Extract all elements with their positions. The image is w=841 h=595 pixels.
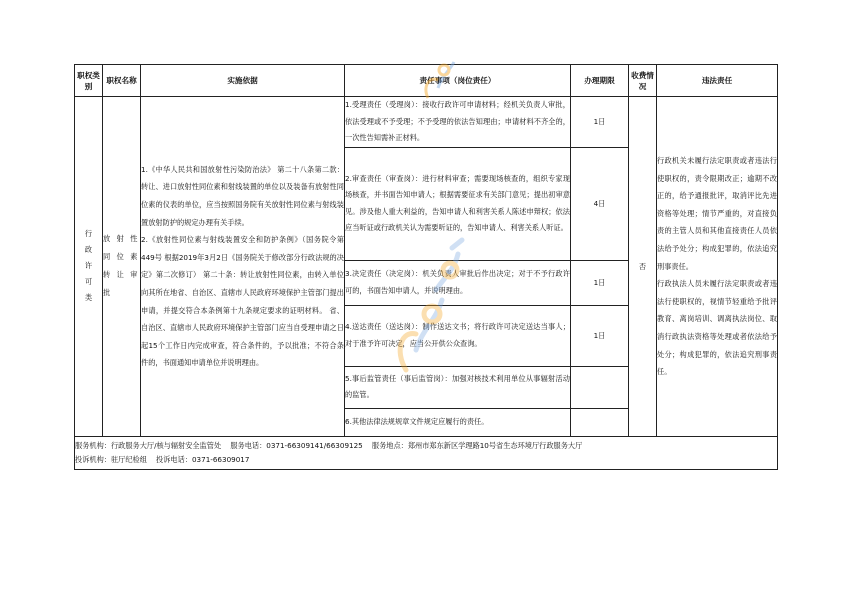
category-cell [75,97,103,437]
complaint-org: 投诉机构：驻厅纪检组 [75,454,147,464]
basis-cell [141,97,345,437]
deadline-3: 1日 [571,260,629,305]
complaint-phone: 投诉电话：0371-66309017 [156,454,250,464]
basis-paragraph-1: 1.《中华人民共和国放射性污染防治法》 第二十八条第二款：转让、进口放射性同位素和射线装置的单位以及装备有放射性同位素的仪表的单位，应当按照国务院有关放射性同位素与射线装置放射防护的规定办理有关手续。 [141,164,344,227]
table-row [75,97,778,148]
service-org: 服务机构：行政服务大厅/核与辐射安全监管处 [75,440,222,450]
fee-cell: 否 [629,97,657,437]
authority-table [74,64,778,470]
header-name: 职权名称 [103,65,141,97]
footer-line-2 [75,453,777,467]
responsibility-5: 5.事后监管责任（事后监管岗）：加强对核技术利用单位从事辐射活动的监管。 [345,366,571,408]
header-basis: 实施依据 [141,65,345,97]
header-category: 职权类别 [75,65,103,97]
responsibility-6: 6.其他法律法规规章文件规定应履行的责任。 [345,408,571,436]
deadline-5 [571,366,629,408]
service-address: 服务地点：郑州市郑东新区学理路10号省生态环境厅行政服务大厅 [371,440,583,450]
basis-paragraph-2: 2.《放射性同位素与射线装置安全和防护条例》（国务院令第449号 根据2019年3月2日《国务院关于修改部分行政法规的决定》第二次修订） 第二十条：转让放射性同位素，由转入单位向其所在地省、自治区、直辖市人民政府环境保护主管部门提出申请，并提交符合本条例第十九条规定要求的证明材料。 省、自治区、直辖市人民政府环境保护主管部门应当自受理申请之日起15个工作日内完成审查，符合条件的，予以批准；不符合条件的，书面通知申请单位并说明理由。 [141,235,344,368]
footer-row [75,436,778,469]
name-cell [103,97,141,437]
responsibility-2: 2.审查责任（审查岗）：进行材料审查；需要现场核查的，组织专家现场核查，并书面告知申请人；根据需要征求有关部门意见；提出初审意见。涉及他人重大利益的，告知申请人和利害关系人陈述申辩权；依法应当听证或行政机关认为需要听证的，告知申请人、利害关系人听证。 [345,147,571,260]
header-liability: 违法责任 [657,65,778,97]
header-responsibility: 责任事项（岗位责任） [345,65,571,97]
liability-paragraph-2: 行政执法人员未履行法定职责或者违法行使职权的，视情节轻重给予批评教育、离岗培训、调离执法岗位、取消行政执法资格等处理或者依法给予处分；构成犯罪的，依法追究刑事责任。 [657,279,777,377]
service-phone: 服务电话：0371-66309141/66309125 [230,440,363,450]
header-deadline: 办理期限 [571,65,629,97]
deadline-6 [571,408,629,436]
responsibility-1: 1.受理责任（受理岗）：接收行政许可申请材料；经机关负责人审批，依法受理或不予受理；不予受理的依法告知理由；申请材料不齐全的，一次性告知需补正材料。 [345,97,571,148]
header-fee: 收费情况 [629,65,657,97]
deadline-2: 4日 [571,147,629,260]
footer-cell [75,436,778,469]
deadline-1: 1日 [571,97,629,148]
footer-line-1 [75,439,777,453]
liability-paragraph-1: 行政机关未履行法定职责或者违法行使职权的，责令限期改正；逾期不改正的，给予通报批评，取消评比先进资格等处理；情节严重的，对直接负责的主管人员和其他直接责任人员依法给予处分；构成犯罪的，依法追究刑事责任。 [657,156,777,271]
responsibility-3: 3.决定责任（决定岗）：机关负责人审批后作出决定；对于不予行政许可的，书面告知申请人，并说明理由。 [345,260,571,305]
header-row [75,65,778,97]
name-text: 放射性同位素转让审批 [103,234,140,298]
deadline-4: 1日 [571,305,629,366]
liability-cell [657,97,778,437]
responsibility-4: 4.送达责任（送达岗）：制作送达文书；将行政许可决定送达当事人；对于准予许可决定，应当公开供公众查询。 [345,305,571,366]
category-text: 行政许可类 [84,229,93,303]
